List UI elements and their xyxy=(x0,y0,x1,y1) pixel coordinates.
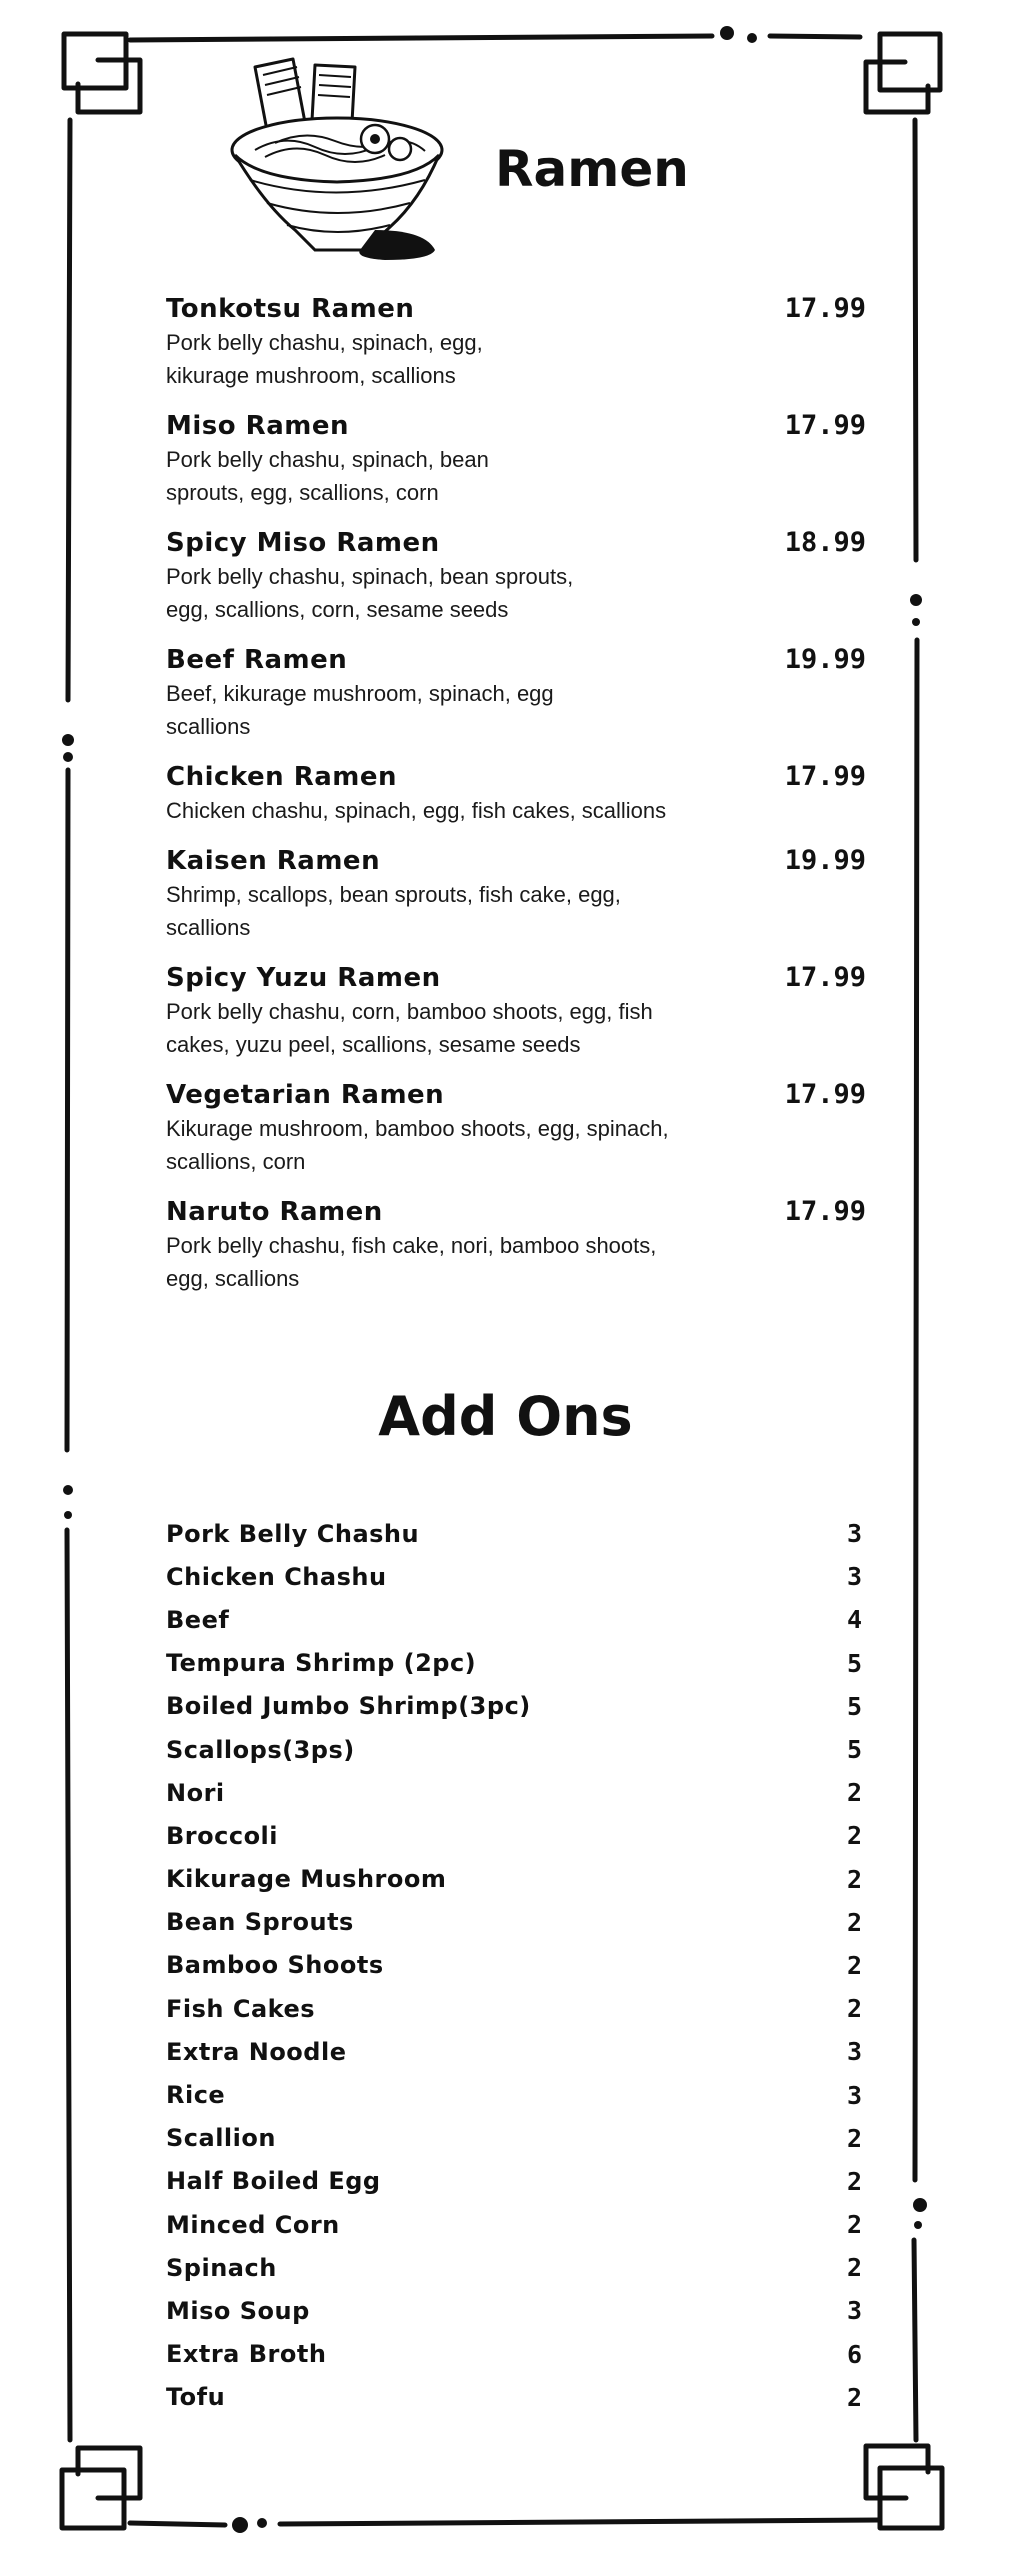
ramen-item-price: 17.99 xyxy=(784,962,866,993)
ramen-item-name: Chicken Ramen xyxy=(166,762,398,792)
addon-item-name: Tempura Shrimp (2pc) xyxy=(166,1649,477,1678)
ramen-item xyxy=(166,410,866,509)
addon-item-name: Tofu xyxy=(166,2383,226,2412)
addon-item-name: Scallops(3ps) xyxy=(166,1735,355,1764)
ramen-item-name: Tonkotsu Ramen xyxy=(166,294,415,324)
ramen-item-price: 17.99 xyxy=(784,293,866,324)
ramen-item-description: Pork belly chashu, spinach, bean sprouts, egg, scallions, corn xyxy=(166,447,489,505)
ramen-item xyxy=(166,962,866,1061)
ramen-item xyxy=(166,644,866,743)
addon-item-price: 2 xyxy=(846,1950,862,1980)
addon-item-name: Boiled Jumbo Shrimp(3pc) xyxy=(166,1692,531,1721)
addon-item-price: 2 xyxy=(846,2253,862,2283)
ramen-item-price: 17.99 xyxy=(784,410,866,441)
addon-item xyxy=(166,2160,862,2203)
addons-section-title: Add Ons xyxy=(378,1385,633,1448)
addon-item-name: Broccoli xyxy=(166,1821,279,1850)
ramen-item-name: Spicy Yuzu Ramen xyxy=(166,963,441,993)
addon-item-price: 2 xyxy=(846,1907,862,1937)
addon-item-price: 3 xyxy=(846,2037,862,2067)
addon-item xyxy=(166,2333,862,2376)
addon-item xyxy=(166,2073,862,2116)
addon-item xyxy=(166,1685,862,1728)
ramen-item-price: 19.99 xyxy=(784,845,866,876)
ramen-item xyxy=(166,761,866,827)
addon-item xyxy=(166,1555,862,1598)
ramen-item-description: Chicken chashu, spinach, egg, fish cakes, scallions xyxy=(166,798,667,823)
addon-item xyxy=(166,1944,862,1987)
addon-item xyxy=(166,1728,862,1771)
ramen-item-name: Kaisen Ramen xyxy=(166,846,381,876)
addon-item-price: 5 xyxy=(846,1648,862,1678)
addon-item-name: Spinach xyxy=(166,2253,277,2282)
addon-item xyxy=(166,1512,862,1555)
ramen-section-title: Ramen xyxy=(495,140,689,198)
ramen-item-description: Pork belly chashu, spinach, egg, kikurage mushroom, scallions xyxy=(166,330,483,388)
ramen-item xyxy=(166,845,866,944)
addon-item-price: 3 xyxy=(846,2296,862,2326)
addon-item-name: Fish Cakes xyxy=(166,1994,316,2023)
addon-item-price: 2 xyxy=(846,1778,862,1808)
ramen-item-name: Vegetarian Ramen xyxy=(166,1080,445,1110)
addon-item xyxy=(166,1987,862,2030)
addon-item-name: Half Boiled Egg xyxy=(166,2167,381,2196)
addon-item-price: 6 xyxy=(846,2339,862,2369)
addon-item-name: Bamboo Shoots xyxy=(166,1951,384,1980)
addon-item xyxy=(166,1598,862,1641)
addon-item-price: 5 xyxy=(846,1735,862,1765)
ramen-item-description: Pork belly chashu, fish cake, nori, bamboo shoots, egg, scallions xyxy=(166,1233,657,1291)
ramen-item-description: Pork belly chashu, spinach, bean sprouts, egg, scallions, corn, sesame seeds xyxy=(166,564,574,622)
addon-item-name: Scallion xyxy=(166,2124,276,2153)
addon-item-name: Nori xyxy=(166,1778,225,1807)
addon-item-price: 2 xyxy=(846,1864,862,1894)
addon-item xyxy=(166,2246,862,2289)
addon-item xyxy=(166,1901,862,1944)
ramen-item xyxy=(166,1079,866,1178)
addon-item-price: 4 xyxy=(846,1605,862,1635)
addon-item xyxy=(166,2289,862,2332)
ramen-item-price: 17.99 xyxy=(784,1079,866,1110)
addon-item-price: 2 xyxy=(846,2382,862,2412)
addon-item-price: 2 xyxy=(846,2166,862,2196)
addon-item-name: Kikurage Mushroom xyxy=(166,1865,447,1894)
addon-item-price: 2 xyxy=(846,2123,862,2153)
ramen-item-price: 17.99 xyxy=(784,1196,866,1227)
addon-item-price: 2 xyxy=(846,1821,862,1851)
addon-item-name: Minced Corn xyxy=(166,2210,340,2239)
ramen-item xyxy=(166,1196,866,1295)
addons-list xyxy=(166,1512,862,2419)
ramen-item-price: 19.99 xyxy=(784,644,866,675)
addon-item xyxy=(166,1771,862,1814)
ramen-item-price: 17.99 xyxy=(784,761,866,792)
ramen-item-description: Pork belly chashu, corn, bamboo shoots, egg, fish cakes, yuzu peel, scallions, sesame seeds xyxy=(166,999,653,1057)
ramen-bowl-icon xyxy=(225,55,465,270)
addon-item xyxy=(166,2203,862,2246)
addon-item-name: Bean Sprouts xyxy=(166,1908,354,1937)
ramen-item-name: Spicy Miso Ramen xyxy=(166,528,440,558)
ramen-list xyxy=(166,293,866,1313)
ramen-item-description: Kikurage mushroom, bamboo shoots, egg, spinach, scallions, corn xyxy=(166,1116,669,1174)
addon-item-name: Beef xyxy=(166,1605,230,1634)
addon-item-name: Rice xyxy=(166,2081,226,2110)
addon-item-price: 2 xyxy=(846,2210,862,2240)
addon-item xyxy=(166,1814,862,1857)
addon-item xyxy=(166,1642,862,1685)
addon-item-price: 3 xyxy=(846,2080,862,2110)
addon-item-price: 3 xyxy=(846,1519,862,1549)
addon-item-price: 5 xyxy=(846,1691,862,1721)
addon-item xyxy=(166,1858,862,1901)
addon-item-name: Chicken Chashu xyxy=(166,1562,387,1591)
ramen-item-name: Naruto Ramen xyxy=(166,1197,383,1227)
addon-item-name: Extra Broth xyxy=(166,2340,327,2369)
ramen-item-name: Beef Ramen xyxy=(166,645,348,675)
ramen-item xyxy=(166,527,866,626)
addon-item-name: Miso Soup xyxy=(166,2296,310,2325)
addon-item-name: Pork Belly Chashu xyxy=(166,1519,420,1548)
ramen-item-name: Miso Ramen xyxy=(166,411,349,441)
ramen-item-price: 18.99 xyxy=(784,527,866,558)
ramen-item-description: Shrimp, scallops, bean sprouts, fish cake, egg, scallions xyxy=(166,882,621,940)
addon-item-price: 2 xyxy=(846,1994,862,2024)
addon-item-price: 3 xyxy=(846,1562,862,1592)
addon-item xyxy=(166,2030,862,2073)
addon-item xyxy=(166,2376,862,2419)
ramen-item-description: Beef, kikurage mushroom, spinach, egg scallions xyxy=(166,681,554,739)
addon-item-name: Extra Noodle xyxy=(166,2037,347,2066)
ramen-item xyxy=(166,293,866,392)
addon-item xyxy=(166,2117,862,2160)
